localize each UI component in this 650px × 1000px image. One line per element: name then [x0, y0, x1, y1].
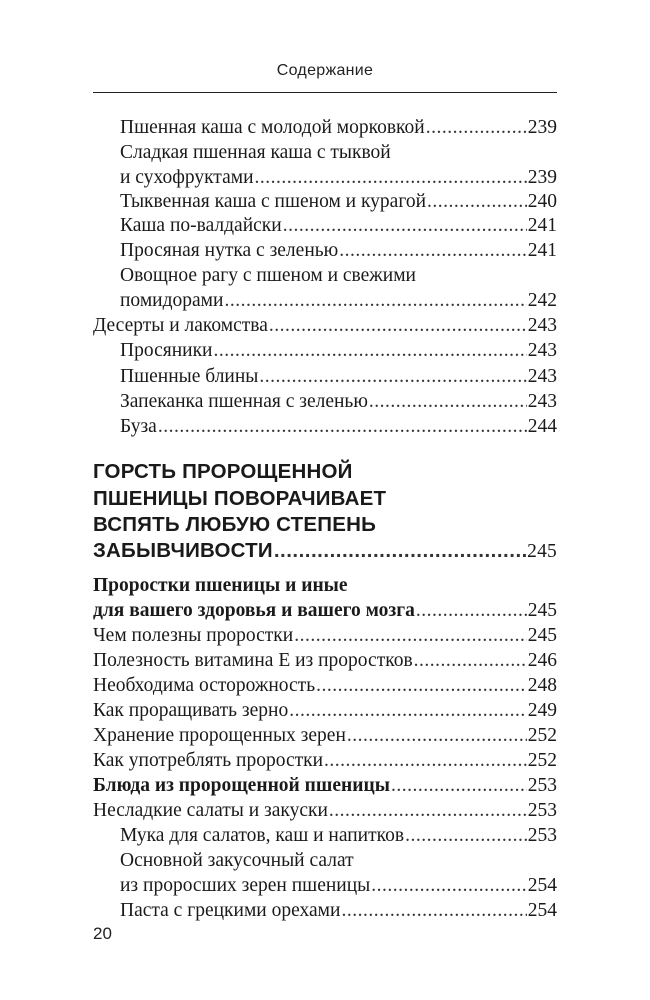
toc-entry[interactable] — [93, 140, 557, 165]
toc-subsection[interactable] — [93, 773, 557, 798]
toc-entry-page: 243 — [527, 391, 557, 412]
toc-entry[interactable] — [93, 823, 557, 848]
toc-section-heading[interactable] — [93, 486, 557, 511]
toc-entry[interactable] — [93, 238, 557, 263]
toc-section-heading[interactable] — [93, 538, 557, 563]
toc-entry-title: Полезность витамина Е из проростков — [93, 650, 413, 671]
toc-entry-title: Несладкие салаты и закуски — [93, 800, 328, 821]
toc-entry-page: 243 — [527, 315, 557, 336]
toc-entry-title: и сухофруктами — [120, 167, 254, 188]
toc-entry[interactable] — [93, 723, 557, 748]
toc-entry[interactable] — [93, 189, 557, 214]
toc-entry-page: 244 — [527, 416, 557, 437]
toc-leader-dots — [294, 623, 527, 648]
toc-entry[interactable] — [93, 213, 557, 238]
toc-entry-title: ПШЕНИЦЫ ПОВОРАЧИВАЕТ — [93, 487, 387, 510]
toc-entry[interactable] — [93, 414, 557, 439]
toc-leader-dots — [427, 189, 527, 214]
toc-leader-dots — [416, 598, 527, 623]
toc-entry[interactable] — [93, 648, 557, 673]
toc-leader-dots — [391, 773, 527, 798]
toc-entry[interactable] — [93, 115, 557, 140]
toc-leader-dots — [283, 213, 527, 238]
toc-entry-title: из проросших зерен пшеницы — [120, 875, 371, 896]
toc-entry-title: Чем полезны проростки — [93, 625, 294, 646]
toc-entry-title: Буза — [120, 416, 157, 437]
toc-entry-page: 252 — [527, 750, 557, 771]
toc-entry-title: Просяники — [120, 340, 213, 361]
toc-leader-dots — [405, 823, 527, 848]
toc-entry-title: Как проращивать зерно — [93, 700, 289, 721]
toc-entry-title: Проростки пшеницы и иные — [93, 575, 348, 596]
toc-entry[interactable] — [93, 873, 557, 898]
toc-entry-title: Хранение пророщенных зерен — [93, 725, 346, 746]
toc-entry-title: Овощное рагу с пшеном и свежими — [120, 265, 416, 286]
toc-entry-page: 253 — [527, 800, 557, 821]
toc-entry-title: Основной закусочный салат — [120, 850, 354, 871]
toc-entry-page: 245 — [527, 541, 557, 562]
toc-entry[interactable] — [93, 623, 557, 648]
toc-entry-page: 242 — [527, 290, 557, 311]
toc-entry-page: 254 — [527, 900, 557, 921]
toc-entry[interactable] — [93, 798, 557, 823]
toc-entry-page: 240 — [527, 191, 557, 212]
toc-leader-dots — [255, 165, 527, 190]
toc-entry-title: Блюда из пророщенной пшеницы — [93, 775, 390, 796]
toc-leader-dots — [269, 313, 527, 338]
toc-leader-dots — [426, 115, 527, 140]
toc-entry-title: Паста с грецкими орехами — [120, 900, 341, 921]
toc-leader-dots — [341, 898, 526, 923]
toc-leader-dots — [224, 288, 526, 313]
running-header: Содержание — [276, 62, 374, 79]
toc-entry-page: 245 — [527, 625, 557, 646]
toc-entry-title: ГОРСТЬ ПРОРОЩЕННОЙ — [93, 460, 353, 483]
toc-leader-dots — [274, 538, 526, 563]
toc-section-heading[interactable] — [93, 512, 557, 537]
toc-entry-title: Просяная нутка с зеленью — [120, 240, 339, 261]
toc-entry-title: ВСПЯТЬ ЛЮБУЮ СТЕПЕНЬ — [93, 513, 377, 536]
toc-entry-page: 245 — [527, 600, 557, 621]
toc-subsection[interactable] — [93, 573, 557, 598]
toc-leader-dots — [316, 673, 527, 698]
toc-leader-dots — [414, 648, 527, 673]
toc-entry[interactable] — [93, 698, 557, 723]
toc-entry[interactable] — [93, 165, 557, 190]
toc-entry-page: 253 — [527, 775, 557, 796]
toc-entry-page: 252 — [527, 725, 557, 746]
toc-entry[interactable] — [93, 898, 557, 923]
toc-entry-title: ЗАБЫВЧИВОСТИ — [93, 539, 273, 562]
toc-entry[interactable] — [93, 673, 557, 698]
toc-entry-page: 253 — [527, 825, 557, 846]
toc-entry[interactable] — [93, 338, 557, 363]
toc-entry-page: 241 — [527, 215, 557, 236]
toc-entry-page: 254 — [527, 875, 557, 896]
toc-entry[interactable] — [93, 364, 557, 389]
toc-leader-dots — [158, 414, 527, 439]
toc-entry[interactable] — [93, 313, 557, 338]
toc-entry-page: 243 — [527, 340, 557, 361]
toc-entry[interactable] — [93, 848, 557, 873]
toc-entry[interactable] — [93, 263, 557, 288]
toc-leader-dots — [347, 723, 527, 748]
toc-leader-dots — [371, 873, 526, 898]
toc-leader-dots — [213, 338, 526, 363]
toc-entry[interactable] — [93, 389, 557, 414]
toc-entry-page: 241 — [527, 240, 557, 261]
toc-entry-title: Пшенные блины — [120, 366, 259, 387]
toc-entry-page: 248 — [527, 675, 557, 696]
toc-entry-title: Запеканка пшенная с зеленью — [120, 391, 368, 412]
toc-leader-dots — [324, 748, 527, 773]
toc-entry-page: 249 — [527, 700, 557, 721]
toc-section-heading[interactable] — [93, 459, 557, 484]
toc-entry-page: 243 — [527, 366, 557, 387]
toc-entry-title: для вашего здоровья и вашего мозга — [93, 600, 415, 621]
toc-leader-dots — [259, 364, 526, 389]
header-rule — [93, 92, 557, 93]
toc-entry-page: 246 — [527, 650, 557, 671]
toc-entry-title: Десерты и лакомства — [93, 315, 268, 336]
page-number: 20 — [93, 924, 112, 943]
toc-entry-page: 239 — [527, 117, 557, 138]
toc-entry-title: Каша по-валдайски — [120, 215, 282, 236]
toc-entry-title: Тыквенная каша с пшеном и курагой — [120, 191, 427, 212]
toc-subsection[interactable] — [93, 598, 557, 623]
toc-entry-title: Сладкая пшенная каша с тыквой — [120, 142, 391, 163]
toc-entry-page: 239 — [527, 167, 557, 188]
toc-leader-dots — [289, 698, 527, 723]
toc-entry-title: Необходима осторожность — [93, 675, 316, 696]
toc-entry-title: Как употреблять проростки — [93, 750, 324, 771]
toc-leader-dots — [369, 389, 527, 414]
toc-entry-title: Мука для салатов, каш и напитков — [120, 825, 405, 846]
toc-leader-dots — [329, 798, 527, 823]
toc-entry-title: Пшенная каша с молодой морковкой — [120, 117, 425, 138]
toc-entry[interactable] — [93, 288, 557, 313]
toc-leader-dots — [339, 238, 527, 263]
toc-entry-title: помидорами — [120, 290, 224, 311]
toc-entry[interactable] — [93, 748, 557, 773]
